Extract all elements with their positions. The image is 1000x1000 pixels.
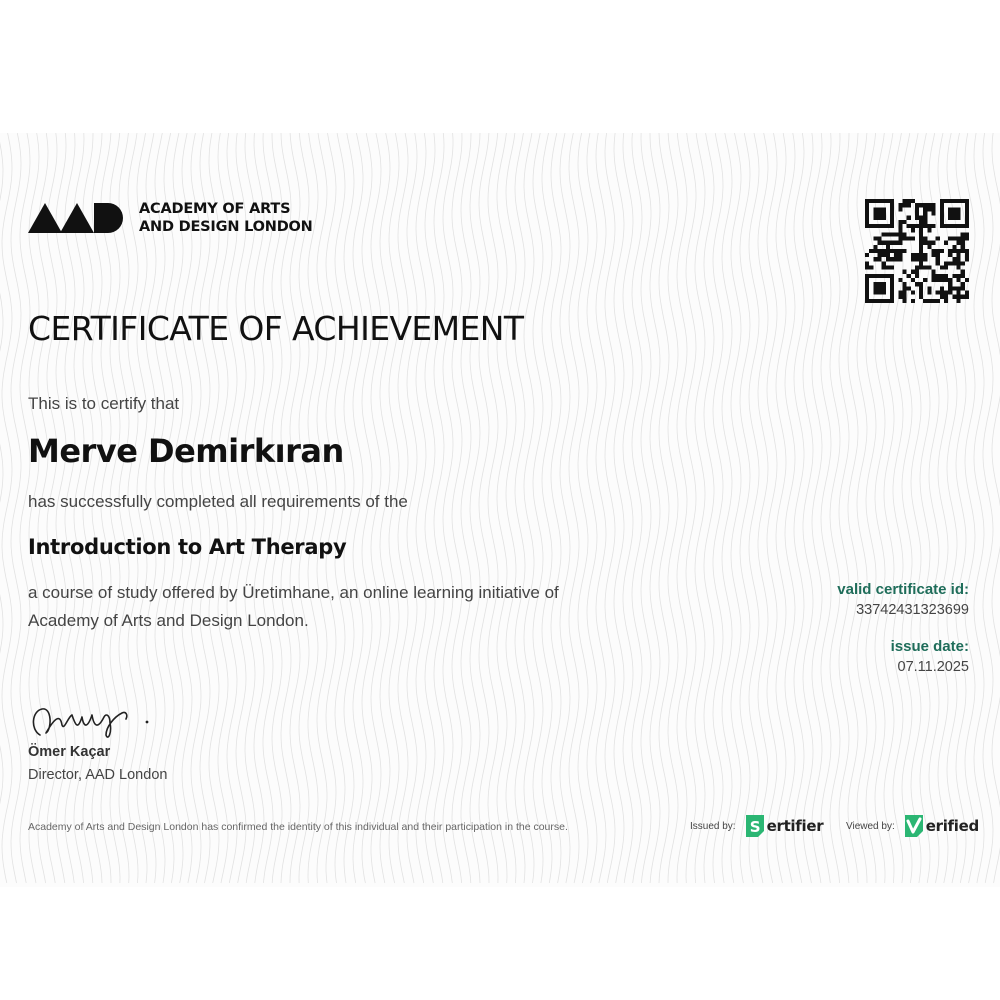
svg-text:S: S xyxy=(749,818,760,836)
recipient-name: Merve Demirkıran xyxy=(28,432,344,470)
issue-date-value: 07.11.2025 xyxy=(897,659,969,675)
signatory-title: Director, AAD London xyxy=(28,767,168,783)
verified-brand-text: erified xyxy=(925,817,979,835)
footer-confirmation-note: Academy of Arts and Design London has confirmed the identity of this individual and their participation in the course. xyxy=(28,821,568,833)
aad-logo-mark-icon xyxy=(28,203,126,233)
verified-logo-icon xyxy=(903,815,925,837)
issued-by-label: Issued by: xyxy=(690,820,736,832)
certificate-card xyxy=(0,133,1000,887)
viewed-by-badge[interactable] xyxy=(846,815,979,837)
certificate-id-label: valid certificate id: xyxy=(837,581,969,598)
certificate-meta xyxy=(837,580,969,677)
certificate-id-value: 33742431323699 xyxy=(856,602,969,618)
institution-logo xyxy=(28,200,313,236)
signature-image xyxy=(26,699,152,739)
viewed-by-label: Viewed by: xyxy=(846,820,895,832)
sertifier-brand[interactable] xyxy=(744,815,824,837)
completion-text: has successfully completed all requirements of the xyxy=(28,492,408,511)
qr-code-icon[interactable] xyxy=(865,199,969,303)
course-description: a course of study offered by Üretimhane, an online learning initiative of Academy of Arts and Design London. xyxy=(28,583,559,630)
institution-name-line2: AND DESIGN LONDON xyxy=(139,219,313,235)
verified-brand[interactable] xyxy=(903,815,979,837)
issued-by-badge[interactable] xyxy=(690,815,823,837)
signatory-name: Ömer Kaçar xyxy=(28,744,111,760)
institution-name-line1: ACADEMY OF ARTS xyxy=(139,201,291,217)
certificate-title: CERTIFICATE OF ACHIEVEMENT xyxy=(28,309,524,348)
institution-name xyxy=(139,200,313,236)
sertifier-brand-text: ertifier xyxy=(766,817,824,835)
certify-intro-text: This is to certify that xyxy=(28,394,180,413)
sertifier-logo-icon xyxy=(744,815,766,837)
issue-date-label: issue date: xyxy=(890,638,969,655)
course-title: Introduction to Art Therapy xyxy=(28,535,347,559)
